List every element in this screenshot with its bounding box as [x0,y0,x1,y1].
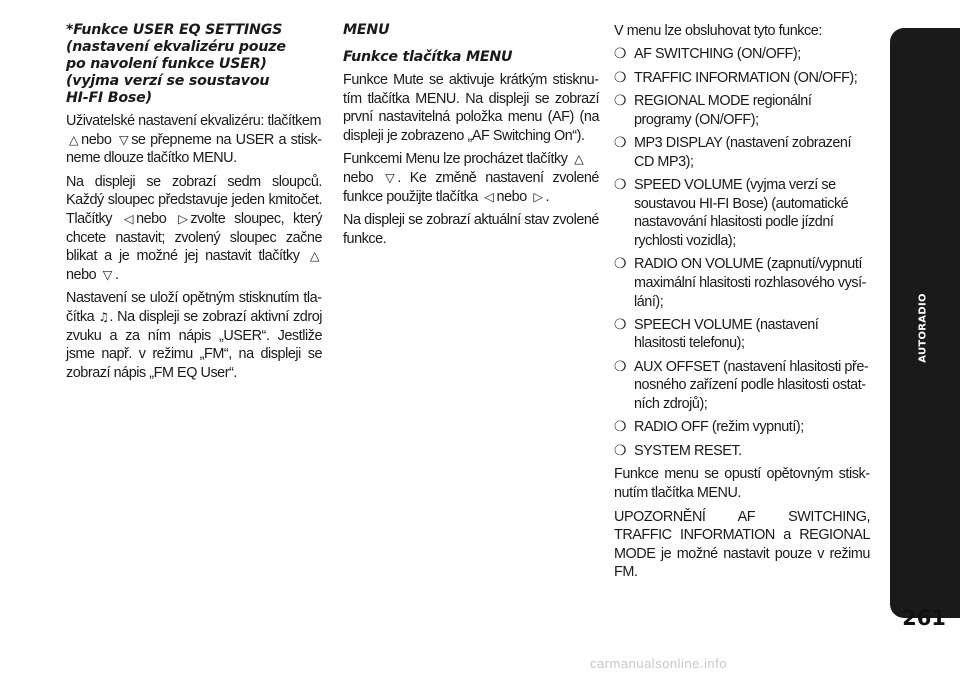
down-arrow-icon: ▽ [119,131,129,147]
list-item-text: SPEED VOLUME (vyjma verzí se soustavou HI-FI Bose) (automatické nastavování hlasitosti podle jízdní rychlosti vozidla); [634,177,849,249]
column-middle [343,22,599,248]
eq-settings-heading [66,22,322,107]
right-arrow-icon: ▷ [533,188,543,204]
text-span: nebo [343,169,374,186]
text-span: nebo [66,266,97,283]
text-span: nebo [81,131,112,148]
eq-paragraph-2 [66,173,322,285]
watermark: carmanualsonline.info [590,656,727,671]
menu-functions-list [614,45,870,460]
up-arrow-icon: △ [69,131,79,147]
bullet-icon: ❍ [614,442,627,459]
list-item-text: SYSTEM RESET. [634,442,742,459]
bullet-icon: ❍ [614,69,627,86]
text-span: Nastavení se uloží opětným stisknutím tlačítka [66,290,322,325]
music-note-icon: ♫ [98,309,110,324]
list-item [614,316,870,353]
text-span: nebo [496,188,527,205]
bullet-icon: ❍ [614,419,627,436]
warning-paragraph: UPOZORNĚNÍ AF SWITCHING, TRAFFIC INFORMATION a REGIONAL MODE je možné nastavit pouze v režimu FM. [614,508,870,581]
bullet-icon: ❍ [614,358,627,375]
bullet-icon: ❍ [614,93,627,110]
page-number: 261 [902,606,946,630]
text-span: Uživatelské nastavení ekvalizéru: tlačítkem [66,113,321,129]
bullet-icon: ❍ [614,316,627,333]
down-arrow-icon: ▽ [385,169,395,185]
list-item-text: MP3 DISPLAY (nastavení zobrazení CD MP3); [634,135,852,170]
text-span: Na displeji se zobrazí sedm sloupců. Každý sloupec představuje jeden kmitočet. Tlačítky [66,173,322,227]
eq-paragraph-3 [66,289,322,382]
heading-line: (nastavení ekvalizéru pouze [66,39,286,55]
up-arrow-icon: △ [309,248,319,264]
bullet-icon: ❍ [614,135,627,152]
heading-line: HI-FI Bose) [66,90,152,106]
text-span: Funkcemi Menu lze procházet tlačítky [343,151,568,168]
list-item-text: REGIONAL MODE regionální programy (ON/OFF); [634,93,812,128]
list-item [614,134,870,171]
text-span: se přepneme na USER a stiskneme dlouze tlačítko MENU. [66,131,322,167]
menu-paragraph-1: Funkce Mute se aktivuje krátkým stisknutím tlačítka MENU. Na displeji se zobrazí první nastavitelná položka menu (AF) (na displeji je zobrazeno „AF Switching On“). [343,72,599,144]
bullet-icon: ❍ [614,46,627,63]
list-item-text: AF SWITCHING (ON/OFF); [634,46,801,63]
up-arrow-icon: △ [574,151,584,167]
list-item [614,45,870,64]
menu-button-heading: Funkce tlačítka MENU [343,49,513,65]
bullet-icon: ❍ [614,177,627,194]
down-arrow-icon: ▽ [102,266,112,282]
list-item [614,69,870,88]
list-item [614,176,870,250]
list-item [614,358,870,414]
list-item-text: RADIO OFF (režim vypnutí); [634,419,804,436]
text-span: zvolte sloupec, který chcete nastavit; zvolený sloupec začne blikat a je možné jej nastavit tlačítky [66,210,322,265]
eq-paragraph-1 [66,112,322,168]
list-item [614,255,870,311]
list-item [614,442,870,461]
heading-line: *Funkce USER EQ SETTINGS [66,22,283,38]
text-span: . [545,188,550,205]
text-span: . Ke změně nastavení zvolené funkce použijte tlačítka [343,169,599,205]
list-item [614,418,870,437]
column-right [614,22,870,582]
list-item-text: SPEECH VOLUME (nastavení hlasitosti telefonu); [634,316,819,352]
menu-exit-paragraph: Funkce menu se opustí opětovným stisknutím tlačítka MENU. [614,466,870,502]
text-span: nebo [136,210,167,227]
menu-intro: V menu lze obsluhovat tyto funkce: [614,23,822,39]
text-span: . [114,266,119,283]
list-item-text: TRAFFIC INFORMATION (ON/OFF); [634,69,858,86]
menu-paragraph-3: Na displeji se zobrazí aktuální stav zvolené funkce. [343,212,599,247]
bullet-icon: ❍ [614,256,627,273]
column-left [66,22,322,382]
heading-line: po navolení funkce USER) [66,56,267,72]
section-label: AUTORADIO [917,293,929,363]
text-span: . Na displeji se zobrazí aktivní zdroj zvuku a za ním nápis „USER“. Jestliže jsme např. v režimu „FM“, na displeji se zobrazí nápis „FM EQ User“. [66,308,322,381]
heading-line: (vyjma verzí se soustavou [66,73,270,89]
list-item-text: RADIO ON VOLUME (zapnutí/vypnutí maximální hlasitosti rozhlasového vysílání); [634,256,867,310]
menu-paragraph-2 [343,150,599,206]
left-arrow-icon: ◁ [484,188,494,204]
menu-heading: MENU [343,22,390,38]
left-arrow-icon: ◁ [123,210,134,226]
list-item [614,92,870,129]
list-item-text: AUX OFFSET (nastavení hlasitosti přenosného zařízení podle hlasitosti ostatních zdrojů); [634,358,869,413]
right-arrow-icon: ▷ [178,210,188,226]
